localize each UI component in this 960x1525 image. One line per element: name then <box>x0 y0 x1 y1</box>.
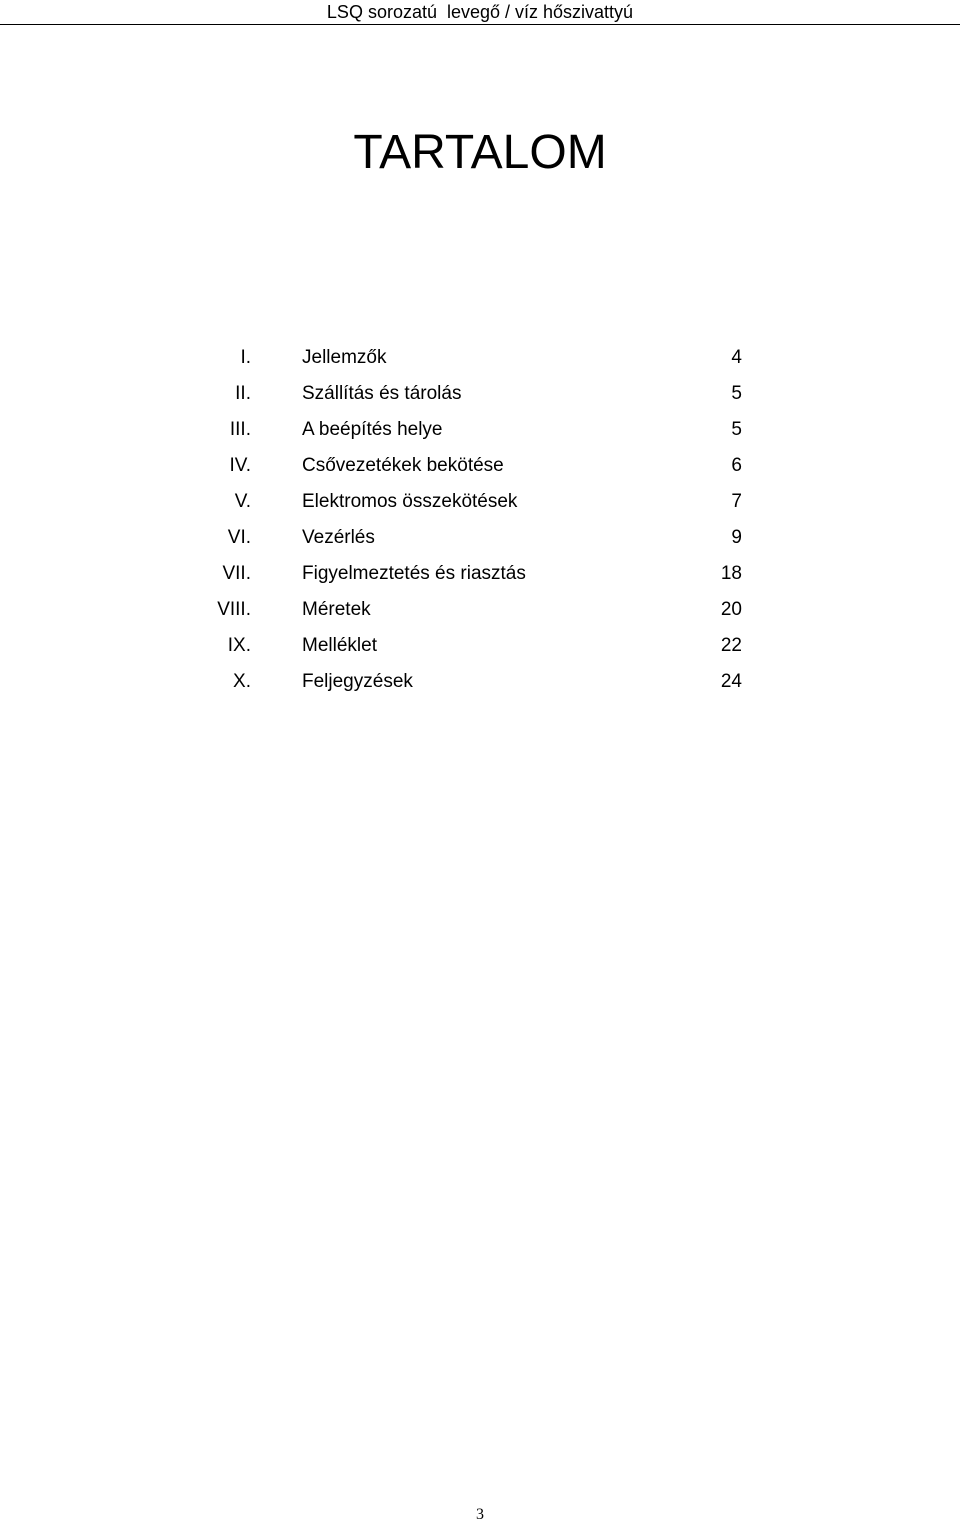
toc-page: 6 <box>731 455 742 476</box>
toc-page: 20 <box>720 599 742 620</box>
toc-title: Szállítás és tárolás <box>302 383 462 404</box>
toc-row <box>0 376 960 412</box>
toc-number: VI. <box>227 527 251 548</box>
toc-row <box>0 664 960 700</box>
toc-title: Csővezetékek bekötése <box>302 455 504 476</box>
table-of-contents <box>0 340 960 700</box>
toc-row <box>0 520 960 556</box>
toc-row <box>0 412 960 448</box>
toc-page: 7 <box>731 491 742 512</box>
toc-page: 18 <box>720 563 742 584</box>
toc-title: Feljegyzések <box>302 671 413 692</box>
toc-page: 4 <box>731 347 742 368</box>
page-title: TARTALOM <box>353 126 607 179</box>
toc-row <box>0 484 960 520</box>
running-header <box>0 0 960 25</box>
toc-page: 22 <box>720 635 742 656</box>
toc-row <box>0 448 960 484</box>
toc-row <box>0 556 960 592</box>
toc-number: V. <box>234 491 251 512</box>
toc-title: Méretek <box>302 599 371 620</box>
toc-number: X. <box>233 671 251 692</box>
toc-number: IV. <box>229 455 251 476</box>
toc-number: I. <box>240 347 251 368</box>
page-number: 3 <box>476 1506 484 1523</box>
toc-number: IX. <box>227 635 251 656</box>
toc-page: 5 <box>731 383 742 404</box>
toc-title: Vezérlés <box>302 527 375 548</box>
toc-row <box>0 628 960 664</box>
toc-page: 9 <box>731 527 742 548</box>
toc-number: VII. <box>222 563 251 584</box>
toc-title: A beépítés helye <box>302 419 443 440</box>
toc-title: Melléklet <box>302 635 377 656</box>
toc-page: 24 <box>720 671 742 692</box>
toc-number: VIII. <box>217 599 251 620</box>
running-header-text: LSQ sorozatú levegő / víz hőszivattyú <box>326 2 634 22</box>
toc-title: Jellemzők <box>302 347 387 368</box>
toc-title: Figyelmeztetés és riasztás <box>302 563 526 584</box>
toc-number: II. <box>235 383 251 404</box>
toc-row <box>0 592 960 628</box>
toc-title: Elektromos összekötések <box>302 491 518 512</box>
toc-page: 5 <box>731 419 742 440</box>
toc-row <box>0 340 960 376</box>
toc-number: III. <box>229 419 251 440</box>
